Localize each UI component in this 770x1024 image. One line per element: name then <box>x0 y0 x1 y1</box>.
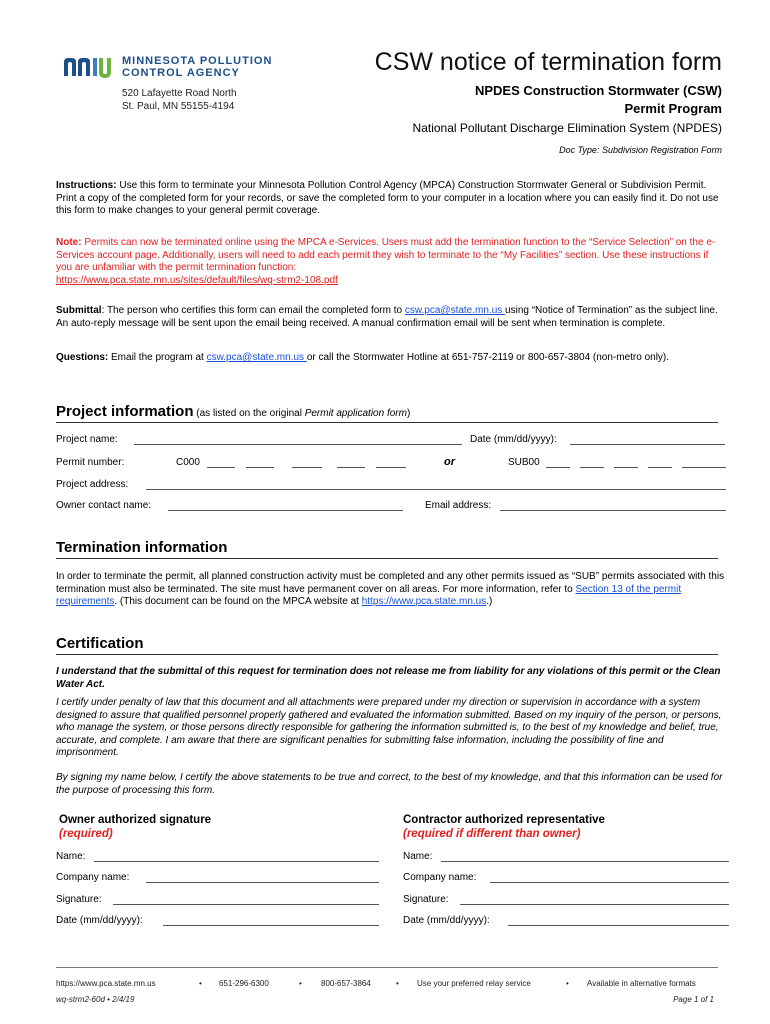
footer-bullet: • <box>396 979 399 988</box>
submittal-text1: : The person who certifies this form can email the completed form to <box>101 305 405 316</box>
submittal-paragraph <box>56 305 726 330</box>
owner-contact-label: Owner contact name: <box>56 500 152 511</box>
note-text: Permits can now be terminated online using the MPCA e-Services. Users must add the termination function to the “Service Selection” on the e-Services account page. Additionally, users will need to add each permit they wish to terminate to the “My Facilities” section. Use these instructions if you are unfamiliar with the permit termination function: <box>56 237 716 274</box>
owner-signature-field[interactable] <box>113 894 379 905</box>
termination-text3: .) <box>486 596 493 608</box>
org-address-line2: St. Paul, MN 55155-4194 <box>122 101 235 112</box>
footer-page-number: Page 1 of 1 <box>673 995 714 1004</box>
permit-digit-field[interactable] <box>246 457 274 468</box>
npdes-subtitle: National Pollutant Discharge Elimination System (NPDES) <box>412 121 722 135</box>
project-address-field[interactable] <box>146 479 726 490</box>
org-name-line2: CONTROL AGENCY <box>122 67 240 79</box>
owner-heading-text: Owner authorized signature <box>59 814 212 826</box>
form-subtitle <box>475 82 722 118</box>
sub-digit-field[interactable] <box>648 457 672 468</box>
owner-signature-heading <box>59 813 211 841</box>
doc-type: Doc Type: Subdivision Registration Form <box>559 145 722 155</box>
contractor-required-text: (required if different than owner) <box>403 828 581 840</box>
project-name-field[interactable] <box>134 434 462 445</box>
liability-statement: I understand that the submittal of this request for termination does not release me from liability for any violations of this permit or the Clean Water Act. <box>56 666 721 690</box>
sub-digit-field[interactable] <box>614 457 638 468</box>
permit-digit-field[interactable] <box>207 457 235 468</box>
questions-text1: Email the program at <box>108 352 207 363</box>
form-title: CSW notice of termination form <box>374 48 722 76</box>
contractor-signature-label: Signature: <box>403 894 449 905</box>
project-title-note-italic: Permit application form <box>304 408 407 419</box>
date-label: Date (mm/dd/yyyy): <box>470 434 557 445</box>
permit-prefix: C000 <box>176 457 200 468</box>
section13-link[interactable]: Section 13 of the permit requirements <box>56 583 682 608</box>
contractor-name-field[interactable] <box>441 851 729 862</box>
footer-bullet: • <box>199 979 202 988</box>
permit-digit-field[interactable] <box>376 457 406 468</box>
footer-relay: Use your preferred relay service <box>417 979 531 988</box>
project-section-title <box>56 403 718 423</box>
footer-form-id: wq-strm2-60d • 2/4/19 <box>56 995 135 1004</box>
permit-digit-field[interactable] <box>292 457 322 468</box>
submittal-text2: using “Notice of Termination” as the subject line. An auto-reply message will be sent upon the email being received. A manual confirmation email will be sent when termination is complete. <box>56 305 718 329</box>
owner-name-label: Name: <box>56 851 86 862</box>
subtitle-line2: Permit Program <box>624 101 722 116</box>
owner-name-field[interactable] <box>94 851 379 862</box>
owner-date-field[interactable] <box>163 915 379 926</box>
owner-company-field[interactable] <box>146 872 379 883</box>
note-paragraph <box>56 237 726 287</box>
permit-number-label: Permit number: <box>56 457 125 468</box>
questions-email-link[interactable]: csw.pca@state.mn.us <box>206 352 307 363</box>
note-label: Note: <box>56 237 82 248</box>
owner-required-text: (required) <box>59 828 113 840</box>
contractor-company-label: Company name: <box>403 872 477 883</box>
sub-digit-field[interactable] <box>682 457 726 468</box>
signing-statement: By signing my name below, I certify the above statements to be true and correct, to the best of my knowledge, and that this information can be used for the purpose of processing this form. <box>56 772 723 796</box>
contractor-signature-heading <box>403 813 605 841</box>
submittal-label: Submittal <box>56 305 102 316</box>
footer-formats: Available in alternative formats <box>587 979 696 988</box>
footer-bullet: • <box>299 979 302 988</box>
email-field[interactable] <box>500 500 726 511</box>
mpca-logo-icon <box>62 56 118 81</box>
mpca-website-link[interactable]: https://www.pca.state.mn.us <box>361 596 487 608</box>
owner-contact-field[interactable] <box>168 500 403 511</box>
footer-phone2: 800-657-3864 <box>321 979 371 988</box>
contractor-name-label: Name: <box>403 851 433 862</box>
subtitle-line1: NPDES Construction Stormwater (CSW) <box>474 83 722 98</box>
footer-phone1: 651-296-6300 <box>219 979 269 988</box>
project-title-note-post: ) <box>406 408 411 419</box>
termination-section-title: Termination information <box>56 539 718 559</box>
or-label: or <box>444 456 455 468</box>
termination-text2: . (This document can be found on the MPCA website at <box>114 596 362 608</box>
questions-paragraph <box>56 352 726 365</box>
instructions-text: Use this form to terminate your Minnesota Pollution Control Agency (MPCA) Construction Stormwater General or Subdivision Permit. Print a copy of the completed form for your records, or save the completed form to your computer in a location where you can easily find it. Do not use this form to make changes to your general permit coverage. <box>56 180 719 217</box>
footer-website: https://www.pca.state.mn.us <box>56 979 156 988</box>
sub-digit-field[interactable] <box>546 457 570 468</box>
project-name-label: Project name: <box>56 434 118 445</box>
sub-prefix: SUB00 <box>508 457 540 468</box>
owner-signature-label: Signature: <box>56 894 102 905</box>
project-address-label: Project address: <box>56 479 129 490</box>
termination-instructions-link[interactable]: https://www.pca.state.mn.us/sites/default/files/wq-strm2-108.pdf <box>56 274 338 286</box>
instructions-paragraph <box>56 180 726 218</box>
contractor-date-label: Date (mm/dd/yyyy): <box>403 915 490 926</box>
questions-text2: or call the Stormwater Hotline at 651-757-2119 or 800-657-3804 (non-metro only). <box>306 352 670 363</box>
submittal-email-link[interactable]: csw.pca@state.mn.us <box>404 305 506 316</box>
project-title-note-pre: (as listed on the original <box>193 408 305 419</box>
contractor-heading-text: Contractor authorized representative <box>403 814 605 826</box>
owner-company-label: Company name: <box>56 872 130 883</box>
questions-label: Questions: <box>56 352 109 363</box>
org-name-line1: MINNESOTA POLLUTION <box>122 55 273 67</box>
certify-statement: I certify under penalty of law that this document and all attachments were prepared under my direction or supervision in accordance with a system designed to assure that qualified personnel properly gathered and evaluated the information submitted. Based on my inquiry of the person, or persons, who manage the system, or those persons directly responsible for gathering the information submitted is, to the best of my knowledge and belief, true, accurate, and complete. I am aware that there are significant penalties for submitting false information, including the possibility of fine and imprisonment. <box>56 697 722 759</box>
contractor-company-field[interactable] <box>490 872 729 883</box>
certification-section-title: Certification <box>56 635 718 655</box>
date-field[interactable] <box>570 434 725 445</box>
contractor-date-field[interactable] <box>508 915 729 926</box>
termination-paragraph <box>56 571 726 609</box>
project-title: Project information <box>56 403 194 420</box>
email-label: Email address: <box>425 500 492 511</box>
instructions-label: Instructions: <box>56 180 117 191</box>
sub-digit-field[interactable] <box>580 457 604 468</box>
permit-digit-field[interactable] <box>337 457 365 468</box>
owner-date-label: Date (mm/dd/yyyy): <box>56 915 143 926</box>
org-address-line1: 520 Lafayette Road North <box>122 88 237 99</box>
termination-text1: In order to terminate the permit, all planned construction activity must be completed and any other permits issued as “SUB” permits associated with this termination must also be terminated. The site must have permanent cover on all areas. For more information, refer to <box>56 571 725 595</box>
footer-bullet: • <box>566 979 569 988</box>
footer-divider <box>56 967 718 968</box>
contractor-signature-field[interactable] <box>460 894 729 905</box>
